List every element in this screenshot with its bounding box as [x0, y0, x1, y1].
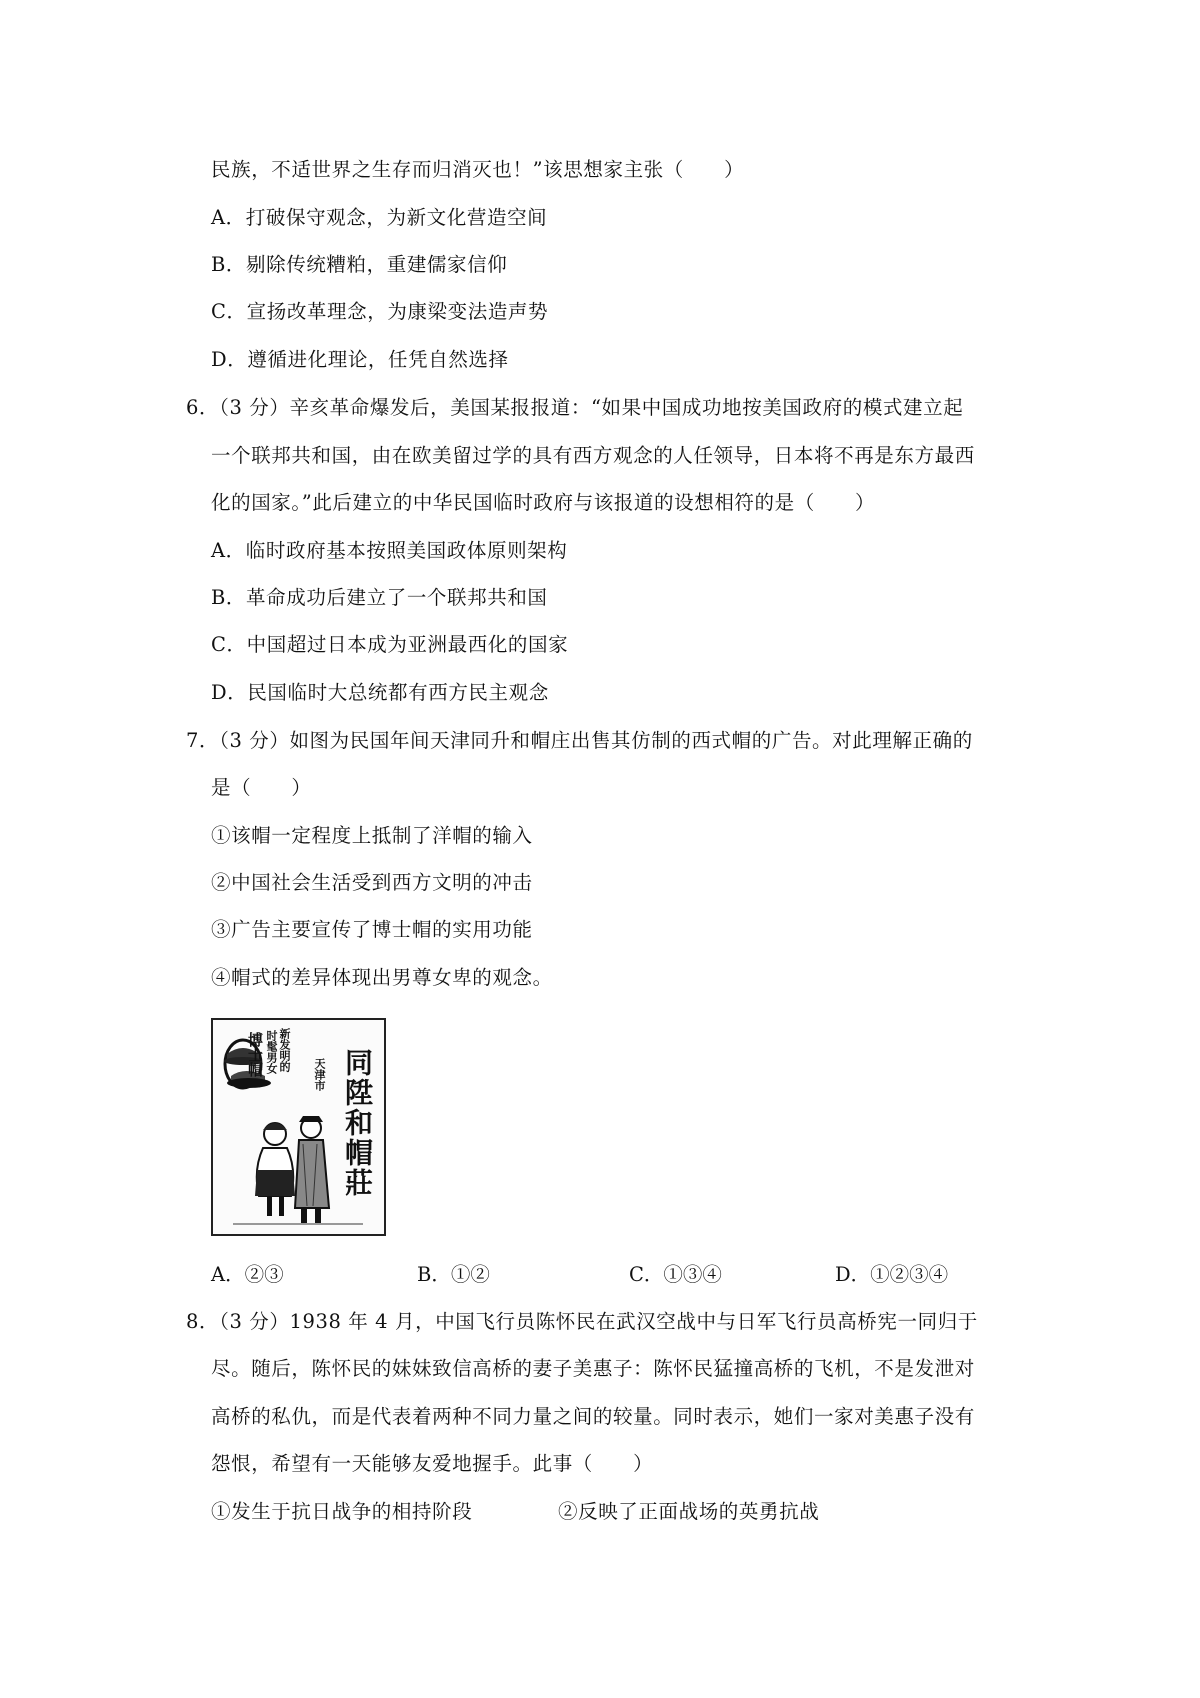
q8-stem-line-1: 8．（3 分）1938 年 4 月，中国飞行员陈怀民在武汉空战中与日军飞行员高桥宪一同归于: [186, 1310, 978, 1333]
q7-item-2: ②中国社会生活受到西方文明的冲击: [211, 871, 533, 894]
q7-option-b: B．①②: [417, 1263, 490, 1286]
ad-product-name: 博士帽: [246, 1032, 264, 1077]
q7-stem-line-2: 是（ ）: [211, 776, 312, 799]
q7-option-c: C．①③④: [629, 1263, 722, 1286]
q6-option-c: C．中国超过日本成为亚洲最西化的国家: [211, 633, 569, 656]
q8-stem-line-2: 尽。随后，陈怀民的妹妹致信高桥的妻子美惠子：陈怀民猛撞高桥的飞机，不是发泄对: [211, 1357, 975, 1380]
ad-slogan-1: 新发明的: [278, 1028, 291, 1072]
q7-item-4: ④帽式的差异体现出男尊女卑的观念。: [211, 966, 553, 989]
q7-option-d: D．①②③④: [835, 1263, 949, 1286]
q5-option-d: D．遵循进化理论，任凭自然选择: [211, 348, 509, 371]
q8-stem-line-3: 高桥的私仇，而是代表着两种不同力量之间的较量。同时表示，她们一家对美惠子没有: [211, 1405, 975, 1428]
hat-advertisement-figure: [211, 1018, 386, 1236]
q5-option-b: B．剔除传统糟粕，重建儒家信仰: [211, 253, 508, 276]
q7-item-1: ①该帽一定程度上抵制了洋帽的输入: [211, 824, 533, 847]
q7-options-row: [211, 1260, 1011, 1290]
q6-stem-line-2: 一个联邦共和国，由在欧美留过学的具有西方观念的人任领导，日本将不再是东方最西: [211, 444, 975, 467]
ad-city: 天津市: [313, 1058, 326, 1091]
q8-item-1: ①发生于抗日战争的相持阶段: [211, 1500, 473, 1523]
q6-option-d: D．民国临时大总统都有西方民主观念: [211, 681, 549, 704]
q6-stem-line-3: 化的国家。”此后建立的中华民国临时政府与该报道的设想相符的是（ ）: [211, 491, 876, 514]
ad-slogan-2: 时髦男女: [265, 1030, 278, 1074]
q7-stem-line-1: 7．（3 分）如图为民国年间天津同升和帽庄出售其仿制的西式帽的广告。对此理解正确的: [186, 729, 973, 752]
q7-option-a: A．②③: [211, 1263, 284, 1286]
q5-option-c: C．宣扬改革理念，为康梁变法造声势: [211, 300, 549, 323]
ad-shop-name: 同陞和帽莊: [341, 1048, 374, 1198]
q7-item-3: ③广告主要宣传了博士帽的实用功能: [211, 918, 533, 941]
q6-option-a: A．临时政府基本按照美国政体原则架构: [211, 539, 568, 562]
q8-stem-line-4: 怨恨，希望有一天能够友爱地握手。此事（ ）: [211, 1452, 654, 1475]
q5-option-a: A．打破保守观念，为新文化营造空间: [211, 206, 548, 229]
q8-item-2: ②反映了正面战场的英勇抗战: [558, 1500, 820, 1523]
q6-option-b: B．革命成功后建立了一个联邦共和国: [211, 586, 548, 609]
q5-stem-tail: 民族，不适世界之生存而归消灭也！”该思想家主张（ ）: [211, 158, 745, 181]
q6-stem-line-1: 6．（3 分）辛亥革命爆发后，美国某报报道：“如果中国成功地按美国政府的模式建立起: [186, 396, 964, 419]
